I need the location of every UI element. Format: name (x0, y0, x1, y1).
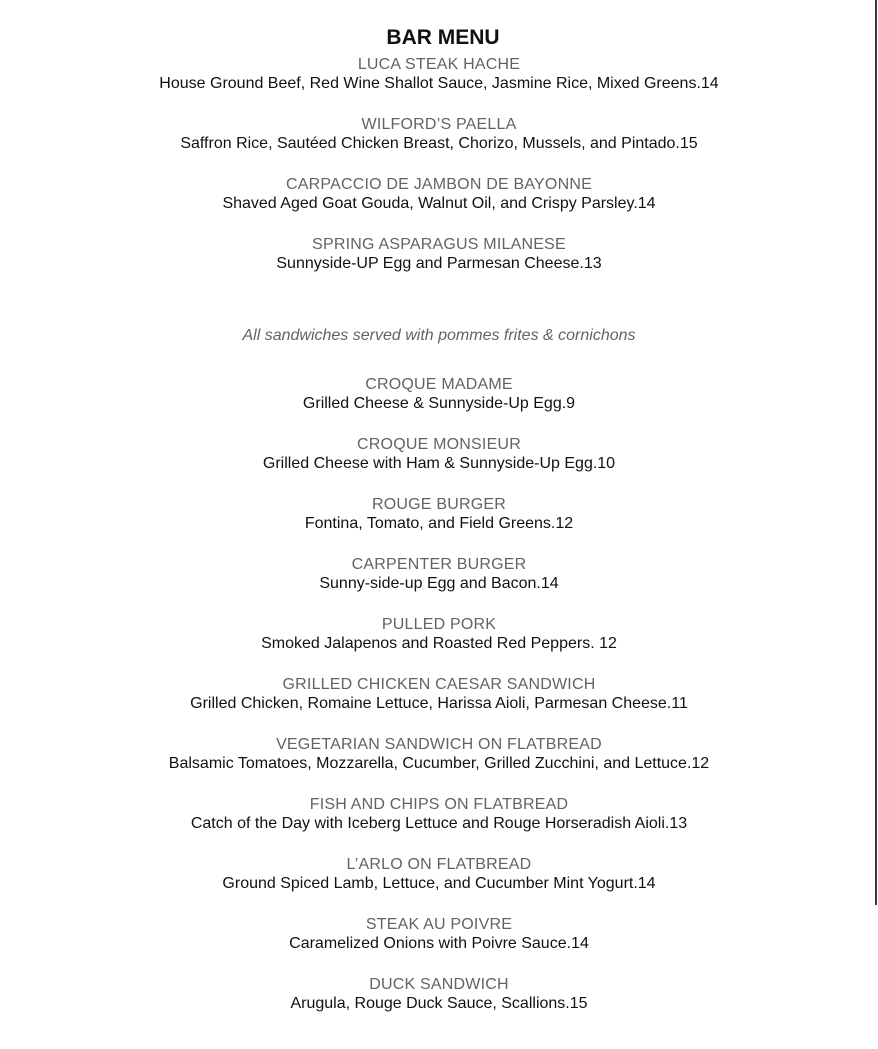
item-name: LUCA STEAK HACHE (357, 56, 521, 73)
menu-item (0, 915, 878, 954)
item-description: House Ground Beef, Red Wine Shallot Sauce, Jasmine Rice, Mixed Greens.14 (159, 75, 719, 92)
item-name: STEAK AU POIVRE (365, 916, 513, 933)
item-description: Ground Spiced Lamb, Lettuce, and Cucumber Mint Yogurt.14 (222, 875, 656, 892)
item-name: WILFORD’S PAELLA (361, 116, 517, 133)
menu-item (0, 555, 878, 594)
menu-item (0, 235, 878, 274)
starters-section (0, 55, 878, 274)
item-name: FISH AND CHIPS ON FLATBREAD (309, 796, 569, 813)
menu-title: BAR MENU (386, 26, 500, 49)
menu-item (0, 55, 878, 94)
item-name: SPRING ASPARAGUS MILANESE (312, 236, 566, 253)
sandwich-note: All sandwiches served with pommes frites & cornichons (242, 327, 636, 344)
menu-item (0, 435, 878, 474)
item-description: Grilled Cheese & Sunnyside-Up Egg.9 (302, 395, 576, 412)
menu-item (0, 735, 878, 774)
item-description: Fontina, Tomato, and Field Greens.12 (304, 515, 574, 532)
menu-item (0, 855, 878, 894)
menu-item (0, 795, 878, 834)
item-description: Arugula, Rouge Duck Sauce, Scallions.15 (290, 995, 588, 1012)
item-name: GRILLED CHICKEN CAESAR SANDWICH (282, 676, 596, 693)
bar-menu (0, 26, 878, 1035)
item-description: Caramelized Onions with Poivre Sauce.14 (289, 935, 589, 952)
item-name: CARPACCIO DE JAMBON DE BAYONNE (286, 176, 592, 193)
menu-item (0, 615, 878, 654)
item-description: Smoked Jalapenos and Roasted Red Peppers. 12 (261, 635, 617, 652)
item-name: VEGETARIAN SANDWICH ON FLATBREAD (276, 736, 602, 753)
item-description: Saffron Rice, Sautéed Chicken Breast, Chorizo, Mussels, and Pintado.15 (180, 135, 698, 152)
item-name: L’ARLO ON FLATBREAD (346, 856, 532, 873)
item-description: Sunny-side-up Egg and Bacon.14 (319, 575, 559, 592)
item-name: DUCK SANDWICH (369, 976, 509, 993)
menu-item (0, 175, 878, 214)
menu-item (0, 495, 878, 534)
menu-item (0, 975, 878, 1014)
item-description: Balsamic Tomatoes, Mozzarella, Cucumber, Grilled Zucchini, and Lettuce.12 (168, 755, 710, 772)
item-description: Grilled Chicken, Romaine Lettuce, Harissa Aioli, Parmesan Cheese.11 (190, 695, 688, 712)
sandwiches-section (0, 375, 878, 1014)
item-description: Sunnyside-UP Egg and Parmesan Cheese.13 (276, 255, 602, 272)
item-name: ROUGE BURGER (372, 496, 506, 513)
item-name: PULLED PORK (381, 616, 497, 633)
item-name: CROQUE MADAME (365, 376, 513, 393)
item-description: Grilled Cheese with Ham & Sunnyside-Up Egg.10 (262, 455, 616, 472)
menu-item (0, 115, 878, 154)
item-name: CARPENTER BURGER (351, 556, 527, 573)
menu-item (0, 675, 878, 714)
menu-item (0, 375, 878, 414)
item-description: Shaved Aged Goat Gouda, Walnut Oil, and Crispy Parsley.14 (222, 195, 656, 212)
item-description: Catch of the Day with Iceberg Lettuce and Rouge Horseradish Aioli.13 (190, 815, 688, 832)
item-name: CROQUE MONSIEUR (357, 436, 521, 453)
